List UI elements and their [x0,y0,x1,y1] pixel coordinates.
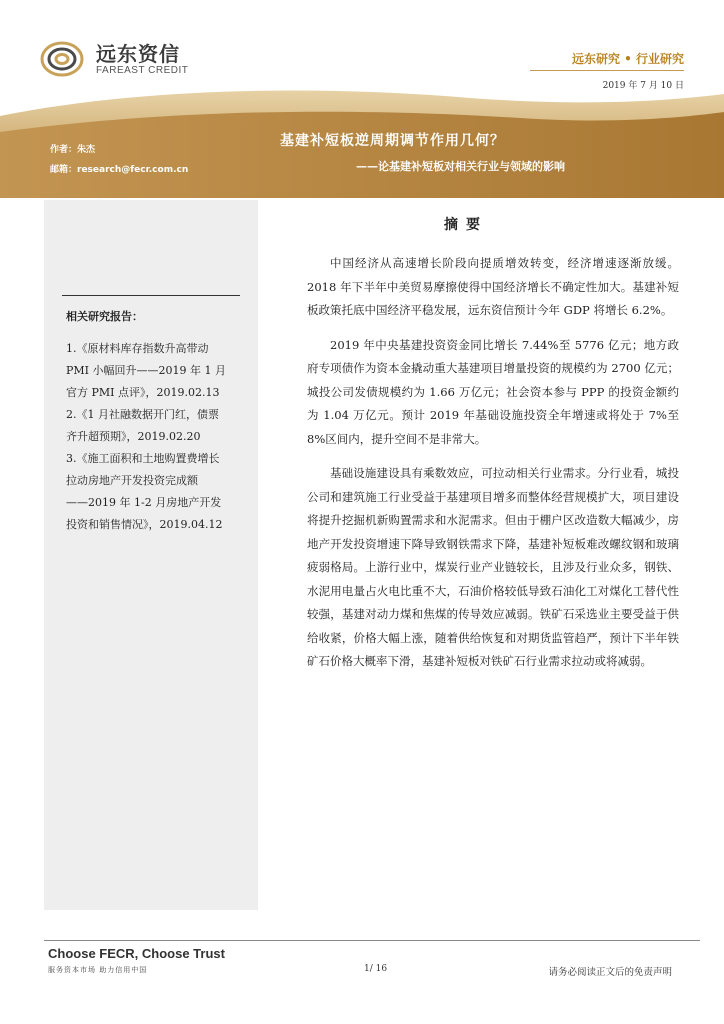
related-report-line: 3.《施工面积和土地购置费增长 [66,452,220,465]
related-report-line: 官方 PMI 点评》，2019.02.13 [66,386,220,399]
header-divider [530,70,684,71]
page-number: 1/ 16 [364,964,388,974]
report-date: 2019 年 7 月 10 日 [602,81,684,91]
abstract-body [307,252,679,685]
related-report-line: 2.《1 月社融数据开门红，债票 [66,408,219,421]
report-subtitle: ——论基建补短板对相关行业与领域的影响 [356,160,565,173]
author-email: 邮箱：research@fecr.com.cn [50,165,189,175]
brand-name-cn: 远东资信 [96,41,180,66]
report-title: 基建补短板逆周期调节作用几何？ [280,133,505,149]
footer-slogan: Choose FECR, Choose Trust [48,946,225,961]
brand-logo [40,40,188,78]
related-report-line: ——2019 年 1-2 月房地产开发 [66,496,222,509]
related-reports-heading: 相关研究报告： [66,310,143,323]
footer-slogan-sub: 服务资本市场 助力信用中国 [48,966,148,974]
fareast-logo-icon [40,40,90,78]
report-type: 远东研究 • 行业研究 [571,52,684,66]
related-reports-list [66,338,248,536]
footer-divider [44,940,700,941]
related-report-line: 拉动房地产开发投资完成额 [66,474,198,487]
sidebar-related-reports [44,200,258,910]
brand-name-en: FAREAST CREDIT [96,64,189,76]
abstract-paragraph: 基础设施建设具有乘数效应，可拉动相关行业需求。分行业看，城投公司和建筑施工行业受益于基建项目增多而整体经营规模扩大，项目建设将提升挖掘机新购置需求和水泥需求。但由于棚户区改造数大幅减少，房地产开发投资增速下降导致钢铁需求下降，基建补短板难改螺纹钢和玻璃疲弱格局。上游行业中，煤炭行业产业链较长，且涉及行业众多，钢铁、水泥用电量占火电比重不大，石油价格较低导致石油化工对煤化工替代性较强，基建对动力煤和焦煤的传导效应减弱。铁矿石采选业主要受益于供给收紧，价格大幅上涨，随着供给恢复和对期货监管趋严，预计下半年铁矿石价格大概率下滑，基建补短板对铁矿石行业需求拉动或将减弱。 [307,466,679,668]
abstract-heading: 摘要 [444,217,488,233]
abstract-paragraph: 中国经济从高速增长阶段向提质增效转变，经济增速逐渐放缓。2018 年下半年中美贸易摩擦使得中国经济增长不确定性加大。基建补短板政策托底中国经济平稳发展，远东资信预计今年 GDP 将增长 6.2%。 [307,256,679,317]
related-report-line: 齐升超预期》，2019.02.20 [66,430,201,443]
related-report-line: PMI 小幅回升——2019 年 1 月 [66,364,226,377]
related-report-line: 投资和销售情况》，2019.04.12 [66,518,223,531]
sidebar-divider [62,295,240,296]
related-report-line: 1.《原材料库存指数升高带动 [66,342,209,355]
footer-disclaimer: 请务必阅读正文后的免责声明 [548,967,672,978]
abstract-paragraph: 2019 年中央基建投资资金同比增长 7.44%至 5776 亿元；地方政府专项债作为资本金撬动重大基建项目增量投资的规模约为 2700 亿元；城投公司发债规模约为 1.66 万亿元；社会资本参与 PPP 的投资金额约为 1.04 万亿元。预计 2019 年基础设施投资全年增速或将处于 7%至 8%区间内，提升空间不是非常大。 [307,337,679,446]
author: 作者：朱杰 [50,145,96,155]
